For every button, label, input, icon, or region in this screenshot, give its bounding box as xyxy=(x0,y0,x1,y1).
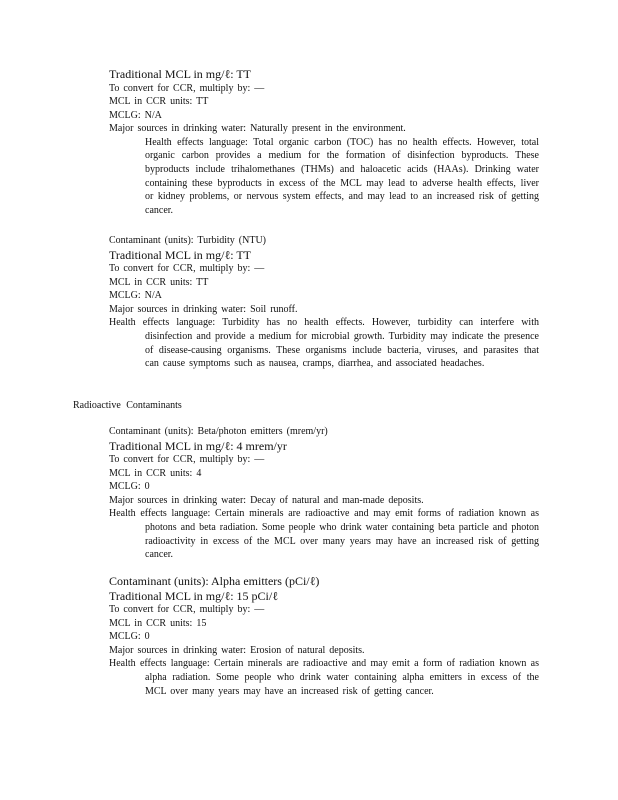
mcl-ccr-units: MCL in CCR units: 15 xyxy=(109,617,207,629)
convert-factor: To convert for CCR, multiply by: — xyxy=(109,82,265,94)
section-title: Radioactive Contaminants xyxy=(73,400,182,411)
alpha-emitters-entry xyxy=(109,574,539,698)
major-sources: Major sources in drinking water: Soil runoff. xyxy=(109,303,298,315)
major-sources: Major sources in drinking water: Erosion of natural deposits. xyxy=(109,644,365,656)
convert-factor: To convert for CCR, multiply by: — xyxy=(109,604,265,615)
health-effects: Health effects language: Certain minerals are radioactive and may emit a form of radiation known as alpha radiation. Some people who drink water containing alpha emitters in excess of the MCL over many years may have an increased risk of getting cancer. xyxy=(109,658,539,697)
convert-factor: To convert for CCR, multiply by: — xyxy=(109,454,265,466)
health-effects: Health effects language: Turbidity has no health effects. However, turbidity can interfere with disinfection and provide a medium for microbial growth. Turbidity may indicate the presence of disease-causing organisms. These organisms include bacteria, viruses, and parasites that can cause symptoms such as nausea, cramps, diarrhea, and associated headaches. xyxy=(109,317,539,370)
contaminant-units: Contaminant (units): Turbidity (NTU) xyxy=(109,235,266,246)
contaminant-units: Contaminant (units): Alpha emitters (pCi/ℓ) xyxy=(109,574,320,588)
traditional-mcl: Traditional MCL in mg/ℓ: 4 mrem/yr xyxy=(109,438,287,453)
mcl-ccr-units: MCL in CCR units: TT xyxy=(109,96,209,108)
traditional-mcl: Traditional MCL in mg/ℓ: 15 pCi/ℓ xyxy=(109,588,278,603)
mclg: MCLG: 0 xyxy=(109,481,150,493)
mcl-ccr-units: MCL in CCR units: 4 xyxy=(109,467,202,479)
mclg: MCLG: N/A xyxy=(109,109,162,121)
major-sources: Major sources in drinking water: Naturally present in the environment. xyxy=(109,123,406,135)
convert-factor: To convert for CCR, multiply by: — xyxy=(109,263,265,275)
major-sources: Major sources in drinking water: Decay of natural and man-made deposits. xyxy=(109,494,424,506)
health-effects: Health effects language: Certain minerals are radioactive and may emit forms of radiation known as photons and beta radiation. Some people who drink water containing beta particle and photon radioactivity in excess of the MCL over many years may have an increased risk of getting cancer. xyxy=(109,508,539,561)
mclg: MCLG: N/A xyxy=(109,290,162,302)
traditional-mcl: Traditional MCL in mg/ℓ: TT xyxy=(109,67,251,81)
health-effects: Health effects language: Total organic carbon (TOC) has no health effects. However, total organic carbon provides a medium for the formation of disinfection byproducts. These byproducts include trihalomethanes (THMs) and haloacetic acids (HAAs). Drinking water containing these byproducts in excess of the MCL may lead to adverse health effects, liver or kidney problems, or nervous system effects, and may lead to an increased risk of getting cancer. xyxy=(145,136,539,216)
toc-entry xyxy=(109,67,539,217)
mclg: MCLG: 0 xyxy=(109,631,150,643)
turbidity-entry xyxy=(109,234,539,371)
mcl-ccr-units: MCL in CCR units: TT xyxy=(109,276,209,288)
traditional-mcl: Traditional MCL in mg/ℓ: TT xyxy=(109,247,251,262)
beta-photon-entry xyxy=(109,425,539,562)
contaminant-units: Contaminant (units): Beta/photon emitters (mrem/yr) xyxy=(109,426,328,437)
